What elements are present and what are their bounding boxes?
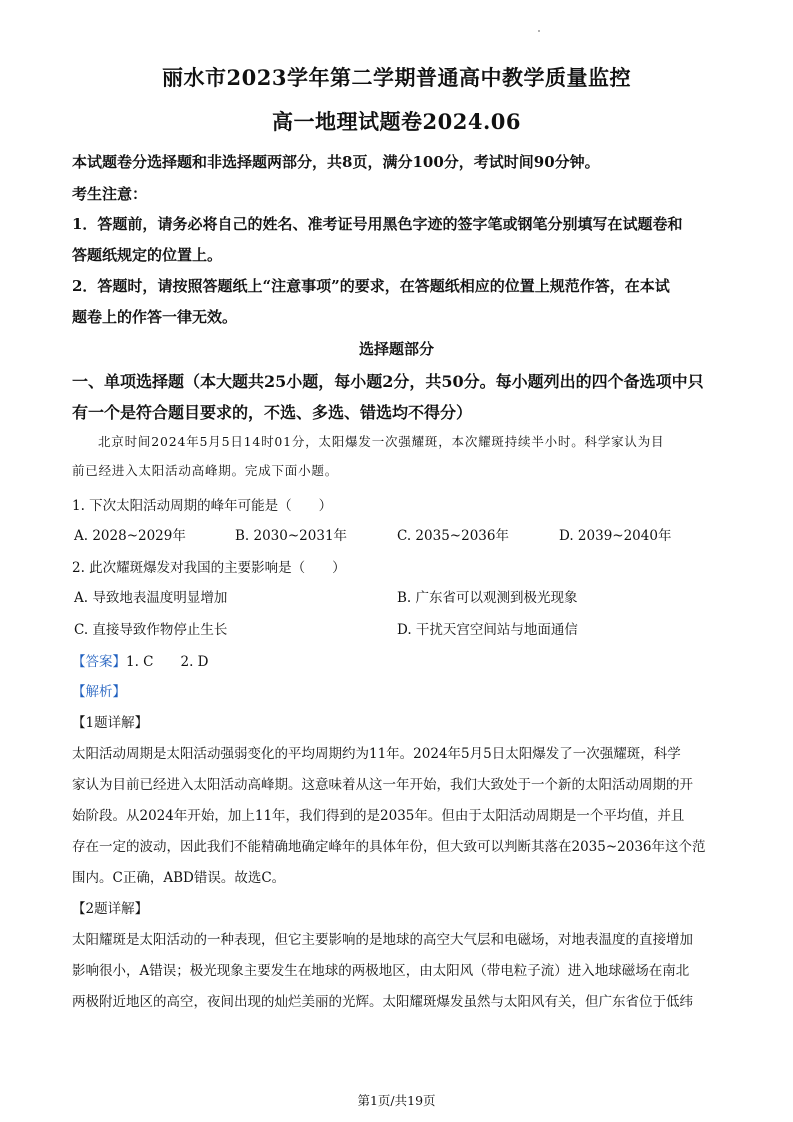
analysis-label: 【解析】 [72,684,126,700]
question-1-option-b: B. 2030~2031年 [235,528,348,544]
notice-item-2-line1: 2．答题时，请按照答题纸上“注意事项”的要求，在答题纸相应的位置上规范作答，在本试 [72,277,670,295]
question-2-option-a: A. 导致地表温度明显增加 [74,590,228,606]
question-2-stem: 2. 此次耀斑爆发对我国的主要影响是（ ） [72,560,346,576]
notice-title: 考生注意： [72,185,148,203]
answer-row [72,650,209,670]
question-2-option-d: D. 干扰天宫空间站与地面通信 [397,622,578,638]
passage-line1: 北京时间2024年5月5日14时01分，太阳爆发一次强耀斑，本次耀斑持续半小时。科学家认为目 [98,434,665,449]
exam-intro: 本试题卷分选择题和非选择题两部分，共8页，满分100分，考试时间90分钟。 [72,153,600,171]
question-1-stem: 1. 下次太阳活动周期的峰年可能是（ ） [72,498,333,514]
question-1-option-a: A. 2028~2029年 [74,528,186,544]
question-2-option-c: C. 直接导致作物停止生长 [74,622,228,638]
answer-label: 【答案】 [72,654,126,670]
answer-text: 1. C 2. D [126,654,209,670]
section-heading-line2: 有一个是符合题目要求的，不选、多选、错选均不得分） [72,403,473,422]
detail-2-title: 【2题详解】 [72,901,149,917]
detail-1-line3: 始阶段。从2024年开始，加上11年，我们得到的是2035年。但由于太阳活动周期是一个平均值，并且 [72,808,685,824]
detail-1-line5: 围内。C正确，ABD错误。故选C。 [72,870,286,886]
passage-line2: 前已经进入太阳活动高峰期。完成下面小题。 [72,463,339,478]
exam-subtitle: 高一地理试题卷2024.06 [272,109,521,134]
notice-item-1-line2: 答题纸规定的位置上。 [72,246,223,264]
detail-2-line3: 两极附近地区的高空，夜间出现的灿烂美丽的光辉。太阳耀斑爆发虽然与太阳风有关，但广东省位于低纬 [72,994,693,1010]
detail-1-line1: 太阳活动周期是太阳活动强弱变化的平均周期约为11年。2024年5月5日太阳爆发了一次强耀斑，科学 [72,746,681,762]
notice-item-2-line2: 题卷上的作答一律无效。 [72,308,238,326]
detail-2-line2: 影响很小，A错误；极光现象主要发生在地球的两极地区，由太阳风（带电粒子流）进入地球磁场在南北 [72,963,690,979]
section-heading-line1: 一、单项选择题（本大题共25小题，每小题2分，共50分。每小题列出的四个备选项中只 [72,372,704,391]
exam-title: 丽水市2023学年第二学期普通高中教学质量监控 [162,65,631,90]
scan-dot [538,30,540,32]
question-1-option-d: D. 2039~2040年 [559,528,672,544]
notice-item-1-line1: 1．答题前，请务必将自己的姓名、准考证号用黑色字迹的签字笔或钢笔分别填写在试题卷和 [72,215,683,233]
part-title: 选择题部分 [358,340,434,358]
detail-1-title: 【1题详解】 [72,715,149,731]
page-number: 第1页/共19页 [357,1093,436,1108]
question-1-option-c: C. 2035~2036年 [397,528,509,544]
detail-1-line2: 家认为目前已经进入太阳活动高峰期。这意味着从这一年开始，我们大致处于一个新的太阳活动周期的开 [72,777,693,793]
detail-2-line1: 太阳耀斑是太阳活动的一种表现，但它主要影响的是地球的高空大气层和电磁场，对地表温度的直接增加 [72,932,693,948]
detail-1-line4: 存在一定的波动，因此我们不能精确地确定峰年的具体年份，但大致可以判断其落在2035~2036年这个范 [72,839,706,855]
question-2-option-b: B. 广东省可以观测到极光现象 [397,590,578,606]
